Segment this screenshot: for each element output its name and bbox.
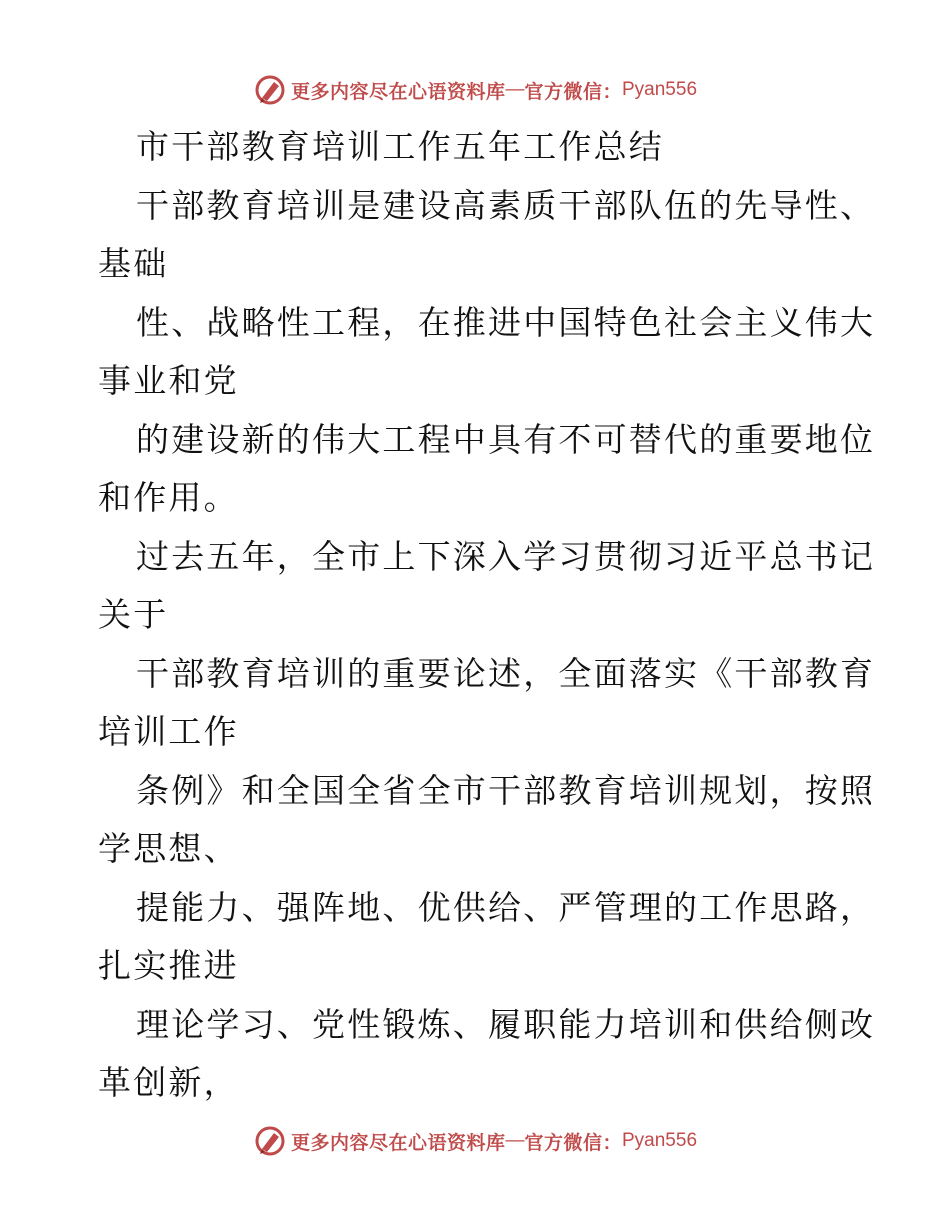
footer-watermark [0, 1121, 950, 1161]
text-line: 和作用。 [98, 478, 239, 517]
watermark-separator: — [505, 79, 525, 100]
text-line: 学思想、 [98, 829, 239, 868]
text-line: 性、战略性工程，在推进中国特色社会主义伟大 [136, 302, 876, 342]
text-line: 关于 [98, 595, 169, 634]
watermark-text: 更多内容尽在心语资料库 [290, 81, 506, 103]
watermark-text: 更多内容尽在心语资料库 [290, 1132, 506, 1154]
text-line: 提能力、强阵地、优供给、严管理的工作思路， [136, 887, 876, 927]
watermark-wechat-label: 官方微信： [524, 81, 622, 103]
text-line: 的建设新的伟大工程中具有不可替代的重要地位 [136, 419, 876, 459]
text-line: 条例》和全国全省全市干部教育培训规划，按照 [136, 770, 876, 810]
pen-logo-icon [253, 1124, 287, 1158]
document-body [98, 118, 876, 1113]
watermark-wechat-id: Pyan556 [622, 1130, 698, 1151]
text-line: 培训工作 [98, 712, 239, 751]
watermark-separator: — [505, 1130, 525, 1151]
watermark-wechat-label: 官方微信： [524, 1132, 622, 1154]
text-line: 基础 [98, 244, 169, 283]
text-line: 过去五年，全市上下深入学习贯彻习近平总书记 [136, 536, 876, 576]
text-line: 革创新， [98, 1063, 239, 1102]
text-line: 干部教育培训的重要论述，全面落实《干部教育 [136, 653, 876, 693]
header-watermark [0, 70, 950, 110]
pen-logo-icon [253, 73, 287, 107]
document-title: 市干部教育培训工作五年工作总结 [136, 127, 664, 166]
text-line: 理论学习、党性锻炼、履职能力培训和供给侧改 [136, 1004, 876, 1044]
text-line: 扎实推进 [98, 946, 239, 985]
text-line: 干部教育培训是建设高素质干部队伍的先导性、 [136, 185, 876, 225]
text-line: 事业和党 [98, 361, 239, 400]
watermark-wechat-id: Pyan556 [622, 79, 698, 100]
